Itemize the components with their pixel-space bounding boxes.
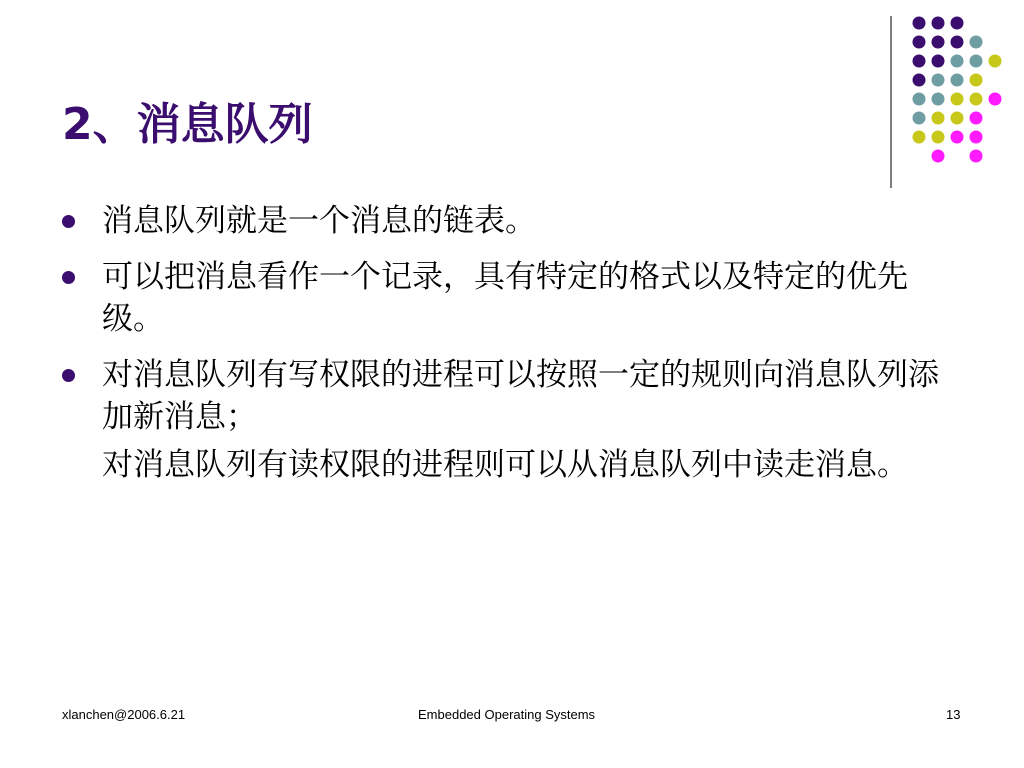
bullet-text: 可以把消息看作一个记录，具有特定的格式以及特定的优先级。 bbox=[102, 259, 908, 337]
decorative-dot bbox=[951, 55, 964, 68]
decorative-dot bbox=[932, 93, 945, 106]
decorative-dot bbox=[913, 17, 926, 30]
bullet-item bbox=[62, 354, 962, 486]
decorative-dot bbox=[970, 150, 983, 163]
decorative-dot bbox=[913, 55, 926, 68]
decorative-dot bbox=[913, 93, 926, 106]
bullet-list bbox=[62, 200, 962, 500]
decorative-dot bbox=[970, 36, 983, 49]
decorative-dot bbox=[951, 74, 964, 87]
decorative-dot bbox=[913, 36, 926, 49]
decorative-dot bbox=[932, 112, 945, 125]
decorative-dot bbox=[970, 55, 983, 68]
bullet-icon bbox=[62, 271, 75, 284]
decorative-dot bbox=[951, 131, 964, 144]
page-number: 13 bbox=[946, 707, 961, 722]
bullet-icon bbox=[62, 215, 75, 228]
bullet-item bbox=[62, 200, 962, 242]
decorative-dot bbox=[989, 93, 1002, 106]
bullet-text: 对消息队列有读权限的进程则可以从消息队列中读走消息。 bbox=[102, 447, 908, 483]
bullet-icon bbox=[62, 369, 75, 382]
bullet-text: 对消息队列有写权限的进程可以按照一定的规则向消息队列添加新消息； bbox=[102, 357, 939, 435]
decorative-dot bbox=[932, 131, 945, 144]
decorative-dot bbox=[951, 36, 964, 49]
decorative-dot bbox=[970, 131, 983, 144]
decorative-dot bbox=[951, 112, 964, 125]
decorative-dot bbox=[932, 55, 945, 68]
decorative-dot bbox=[951, 93, 964, 106]
decorative-dot bbox=[913, 131, 926, 144]
bullet-text: 消息队列就是一个消息的链表。 bbox=[102, 203, 536, 239]
slide-title: 2、消息队列 bbox=[62, 99, 313, 150]
bullet-item bbox=[62, 256, 962, 340]
decorative-dot bbox=[970, 74, 983, 87]
decorative-dot-grid bbox=[0, 0, 1024, 200]
decorative-dot bbox=[932, 150, 945, 163]
decorative-dot bbox=[951, 17, 964, 30]
decorative-dot bbox=[913, 112, 926, 125]
decorative-dot bbox=[932, 36, 945, 49]
footer-author-date: xlanchen@2006.6.21 bbox=[62, 707, 186, 722]
decorative-dot bbox=[932, 17, 945, 30]
decorative-dot bbox=[989, 55, 1002, 68]
decorative-dot bbox=[913, 74, 926, 87]
decorative-dot bbox=[932, 74, 945, 87]
decorative-dot bbox=[970, 93, 983, 106]
decorative-dot bbox=[970, 112, 983, 125]
footer-course-title: Embedded Operating Systems bbox=[418, 707, 596, 722]
